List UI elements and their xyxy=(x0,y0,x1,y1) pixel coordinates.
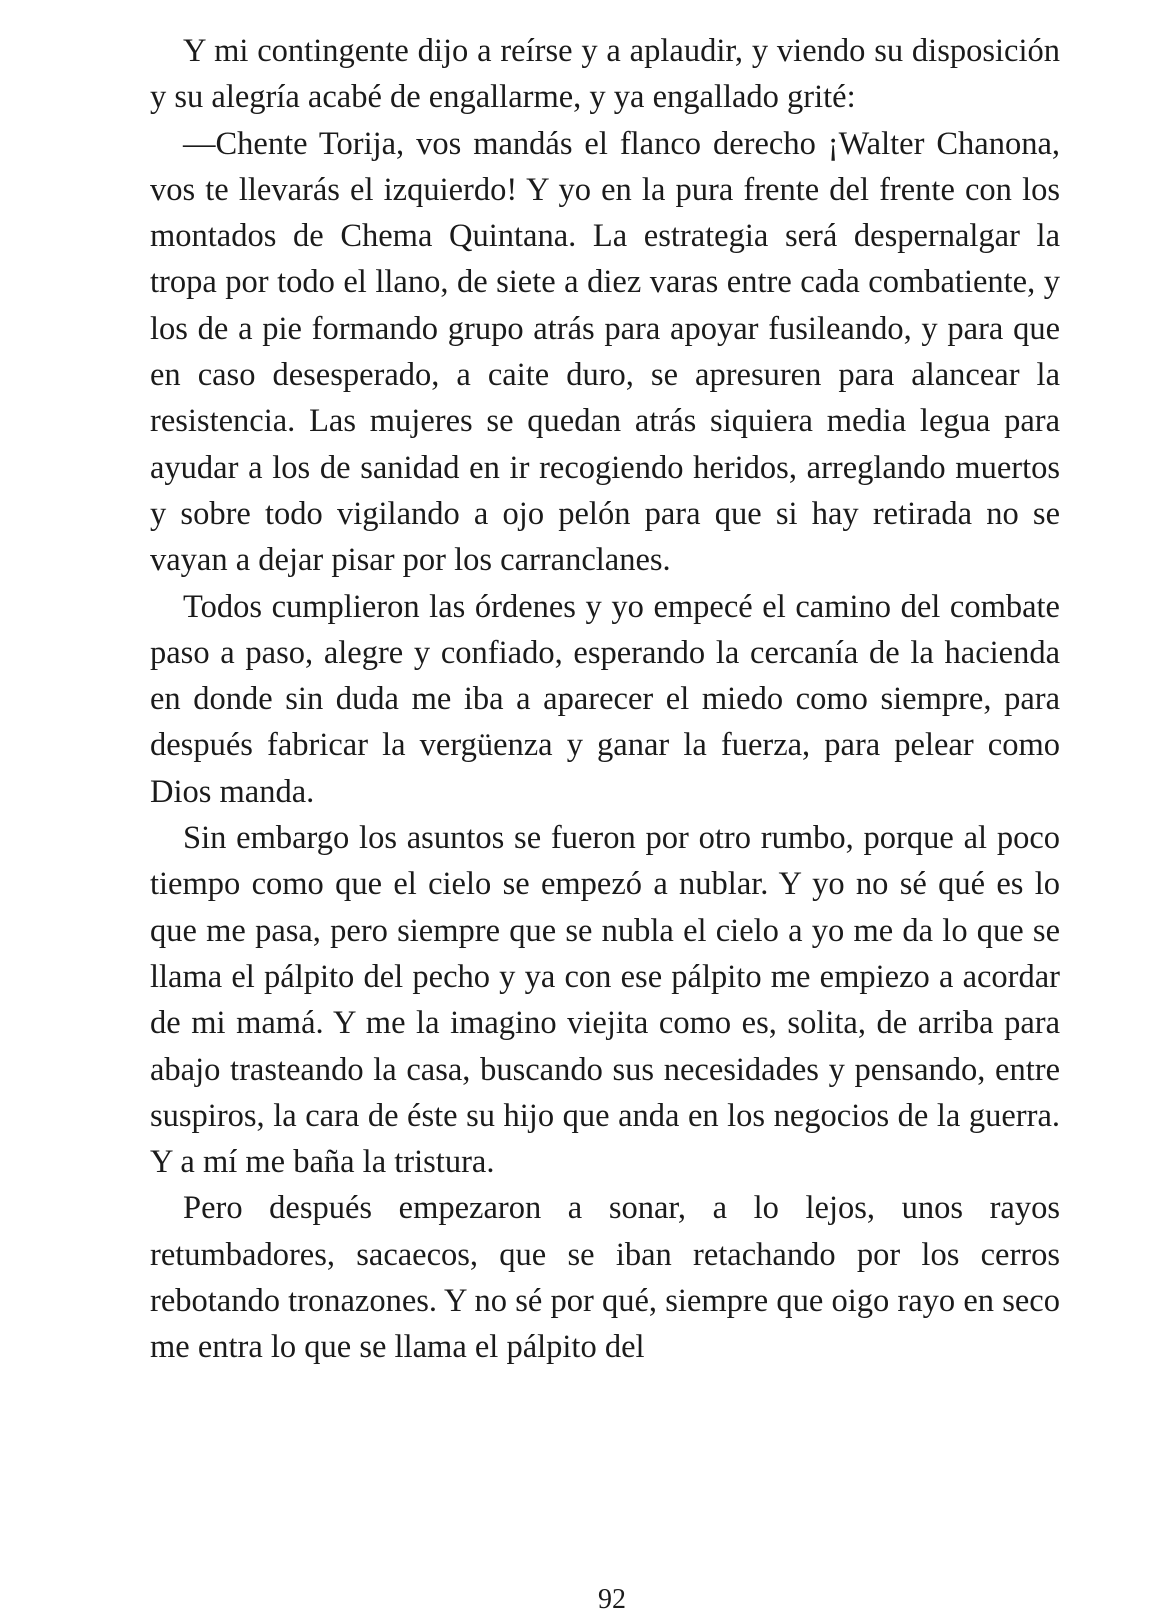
page-number: 92 xyxy=(598,1584,626,1615)
paragraph-3: Todos cumplieron las órdenes y yo empecé el camino del combate paso a paso, alegre y confiado, esperando la cercanía de la hacienda en donde sin duda me iba a aparecer el miedo como siempre, para después fabricar la vergüenza y ganar la fuerza, para pelear como Dios manda. xyxy=(150,588,1060,810)
paragraph-4: Sin embargo los asuntos se fueron por otro rumbo, porque al poco tiempo como que el cielo se empezó a nublar. Y yo no sé qué es lo que me pasa, pero siempre que se nubla el cielo a yo me da lo que se llama el pálpito del pecho y ya con ese pálpito me empiezo a acordar de mi mamá. Y me la imagino viejita como es, solita, de arriba para abajo trasteando la casa, buscando sus necesidades y pensando, entre suspiros, la cara de éste su hijo que anda en los negocios de la guerra. Y a mí me baña la tristura. xyxy=(150,820,1060,1181)
body-text xyxy=(150,28,1060,1371)
paragraph-1: Y mi contingente dijo a reírse y a aplaudir, y viendo su disposición y su alegría acabé de engallarme, y ya engallado grité: xyxy=(150,33,1060,116)
paragraph-2: —Chente Torija, vos mandás el flanco derecho ¡Walter Chanona, vos te llevarás el izquierdo! Y yo en la pura frente del frente con los montados de Chema Quintana. La estrategia será despernalgar la tropa por todo el llano, de siete a diez varas entre cada combatiente, y los de a pie formando grupo atrás para apoyar fusileando, y para que en caso desesperado, a caite duro, se apresuren para alancear la resistencia. Las mujeres se quedan atrás siquiera media legua para ayudar a los de sanidad en ir recogiendo heridos, arreglando muertos y sobre todo vigilando a ojo pelón para que si hay retirada no se vayan a dejar pisar por los carranclanes. xyxy=(150,125,1060,579)
paragraph-5: Pero después empezaron a sonar, a lo lejos, unos rayos retumbadores, sacaecos, que se iban retachando por los cerros rebotando tronazones. Y no sé por qué, siempre que oigo rayo en seco me entra lo que se llama el pálpito del xyxy=(150,1190,1060,1366)
